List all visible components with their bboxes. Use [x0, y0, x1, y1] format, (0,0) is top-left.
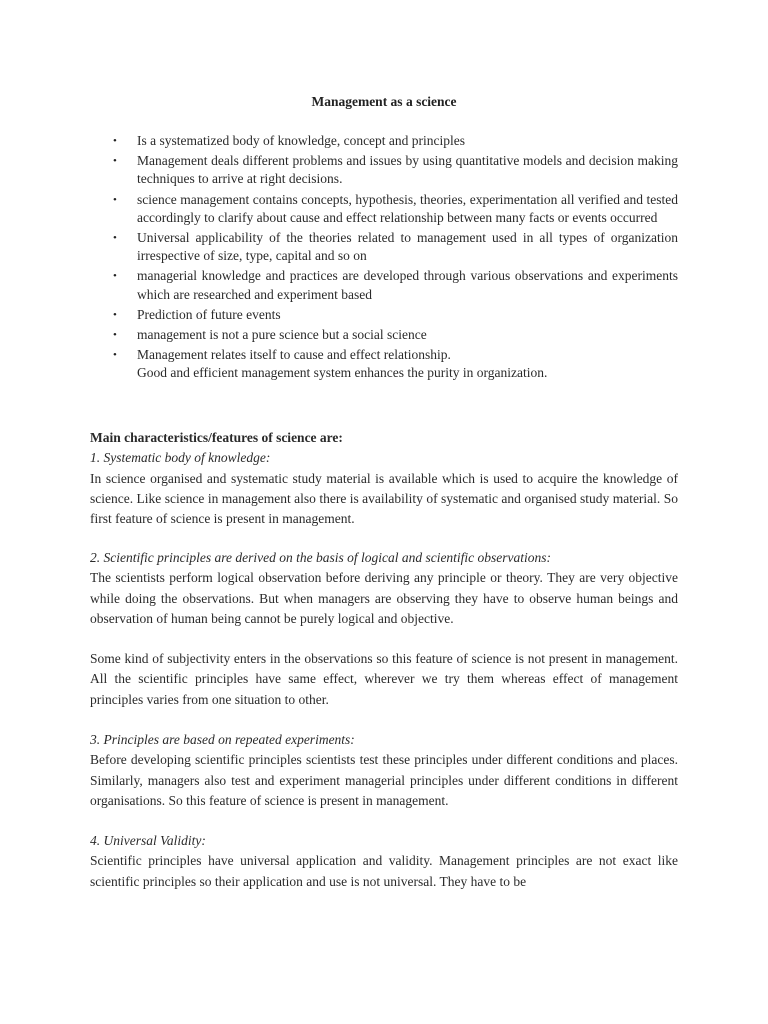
bullet-text: Universal applicability of the theories related to management used in all types of organization irrespective of size, type, capital and so on [137, 230, 678, 264]
bullet-text: science management contains concepts, hypothesis, theories, experimentation all verified and tested accordingly to clarify about cause and effect relationship between many facts or events occurred [137, 191, 678, 225]
bullet-icon: • [113, 193, 117, 206]
section-4 [90, 831, 678, 892]
section-2-heading: 2. Scientific principles are derived on the basis of logical and scientific observations: [90, 550, 552, 565]
bullet-text: Management deals different problems and issues by using quantitative models and decision making techniques to arrive at right decisions. [137, 153, 678, 187]
list-item [110, 132, 678, 150]
bullet-text: managerial knowledge and practices are developed through various observations and experiments which are researched and experiment based [137, 268, 678, 302]
section-3-paragraph: Before developing scientific principles scientists test these principles under different conditions and places. Similarly, managers also test and experiment managerial principles under different conditions in different organisations. So this feature of science is present in management. [90, 752, 678, 808]
list-item [110, 346, 678, 364]
section-1-heading: 1. Systematic body of knowledge: [90, 450, 271, 466]
section-2-paragraph-2: Some kind of subjectivity enters in the observations so this feature of science is not present in management. All the scientific principles have same effect, wherever we try them whereas effect of management principles varies from one situation to other. [90, 651, 678, 707]
bullet-icon: • [113, 308, 117, 321]
bullet-icon: • [113, 155, 117, 168]
section-1-paragraph: In science organised and systematic study material is available which is used to acquire the knowledge of science. Like science in management also there is availability of systematic and organised study material. So first feature of science is present in management. [90, 470, 678, 527]
section-4-heading: 4. Universal Validity: [90, 833, 206, 848]
bullet-list [110, 132, 678, 383]
section-main [90, 428, 678, 529]
bullet-text: Prediction of future events [137, 306, 281, 322]
list-item [110, 229, 678, 265]
main-heading: Main characteristics/features of science are: [90, 430, 343, 445]
list-item [110, 306, 678, 324]
list-item [110, 267, 678, 303]
list-item [110, 191, 678, 227]
section-2 [90, 548, 678, 629]
list-item [110, 326, 678, 344]
section-3 [90, 730, 678, 811]
bullet-continuation: Good and efficient management system enhances the purity in organization. [137, 365, 548, 381]
bullet-text: Is a systematized body of knowledge, concept and principles [137, 133, 466, 148]
bullet-icon: • [113, 232, 117, 245]
bullet-icon: • [113, 270, 117, 283]
bullet-icon: • [113, 329, 117, 342]
bullet-icon: • [113, 135, 117, 147]
section-2-continued [90, 649, 678, 710]
bullet-text: Management relates itself to cause and effect relationship. [137, 347, 451, 363]
section-2-paragraph-1: The scientists perform logical observation before deriving any principle or theory. They are very objective while doing the observations. But when managers are observing they have to observe human beings and observation of human being cannot be purely logical and objective. [90, 570, 678, 626]
section-4-paragraph: Scientific principles have universal application and validity. Management principles are not exact like scientific principles so their application and use is not universal. They have to be [90, 853, 678, 889]
section-3-heading: 3. Principles are based on repeated experiments: [90, 732, 355, 747]
page-title: Management as a science [311, 94, 457, 109]
bullet-icon: • [113, 349, 117, 362]
list-item [110, 152, 678, 188]
bullet-text: management is not a pure science but a social science [137, 327, 427, 343]
